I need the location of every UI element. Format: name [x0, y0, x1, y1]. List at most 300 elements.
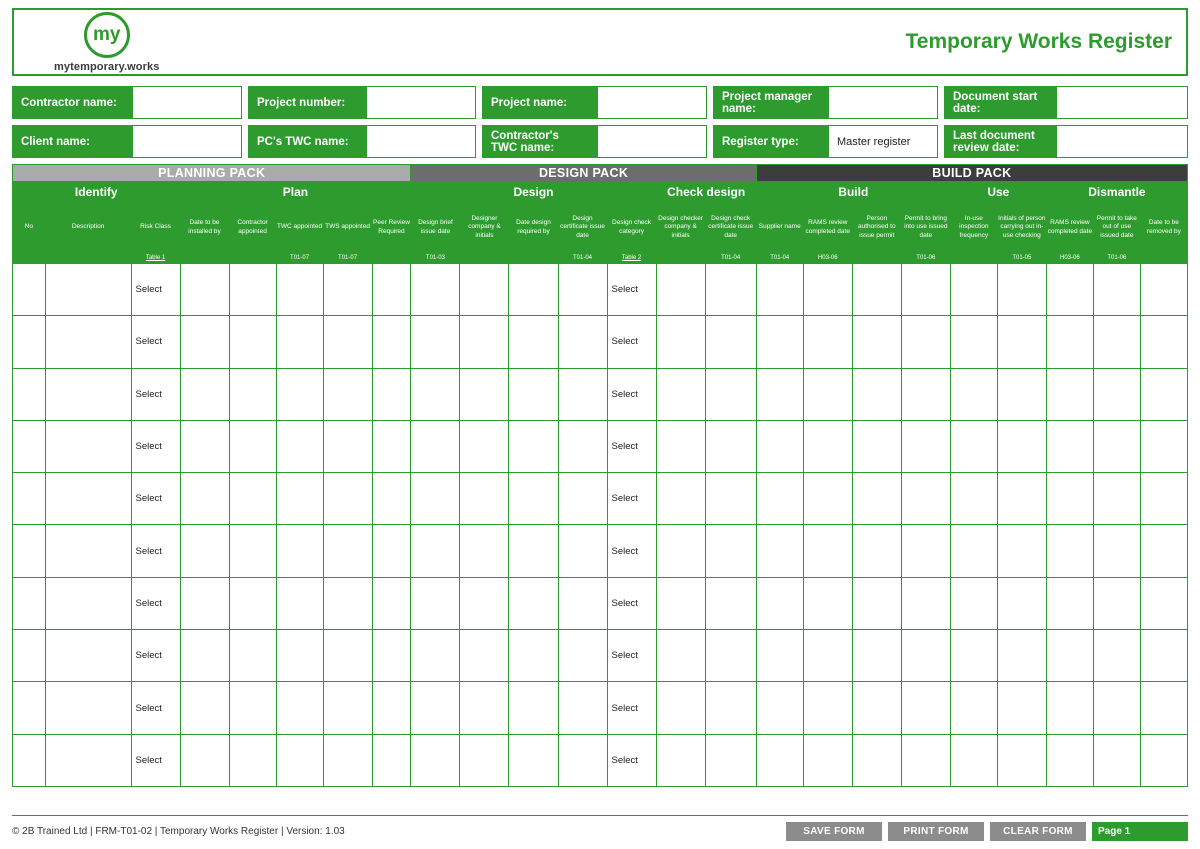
table-cell[interactable]	[656, 264, 705, 316]
table-cell[interactable]	[997, 368, 1046, 420]
risk-class-select[interactable]: Select	[135, 493, 162, 505]
table-cell[interactable]	[1046, 316, 1093, 368]
table-cell[interactable]	[323, 316, 372, 368]
table-cell[interactable]	[180, 316, 229, 368]
footer-divider	[12, 815, 1188, 816]
table-cell[interactable]	[1093, 525, 1140, 577]
table-cell[interactable]	[656, 525, 705, 577]
table-cell[interactable]	[460, 316, 509, 368]
table-cell[interactable]	[803, 682, 852, 734]
table-cell[interactable]	[803, 577, 852, 629]
risk-class-select[interactable]: Select	[135, 597, 162, 609]
table-cell[interactable]	[509, 316, 558, 368]
label-project-manager-name: Project manager name:	[713, 86, 828, 119]
table-cell[interactable]	[705, 473, 756, 525]
table-cell[interactable]	[852, 316, 901, 368]
table-cell[interactable]	[1140, 316, 1187, 368]
table-cell[interactable]	[276, 368, 323, 420]
table-cell[interactable]	[656, 473, 705, 525]
table-cell[interactable]	[45, 577, 131, 629]
table-cell[interactable]	[656, 368, 705, 420]
table-cell[interactable]	[756, 420, 803, 472]
risk-class-select[interactable]: Select	[135, 336, 162, 348]
table-cell[interactable]	[13, 682, 46, 734]
table-cell[interactable]	[803, 525, 852, 577]
risk-class-select[interactable]: Select	[135, 754, 162, 766]
table-cell[interactable]	[460, 682, 509, 734]
table-cell[interactable]	[705, 420, 756, 472]
table-cell[interactable]	[607, 264, 656, 316]
group-header-row	[13, 182, 1188, 203]
table-cell[interactable]	[558, 473, 607, 525]
table-cell[interactable]	[656, 316, 705, 368]
table-cell[interactable]	[901, 525, 950, 577]
table-cell[interactable]	[276, 734, 323, 786]
table-cell[interactable]	[656, 630, 705, 682]
table-cell[interactable]	[558, 577, 607, 629]
table-cell[interactable]	[509, 630, 558, 682]
table-cell[interactable]	[229, 264, 276, 316]
table-cell[interactable]	[276, 525, 323, 577]
table-cell[interactable]	[901, 264, 950, 316]
table-cell[interactable]	[229, 577, 276, 629]
label-contractors-twc-name: Contractor's TWC name:	[482, 125, 597, 158]
field-pc-twc-name[interactable]	[366, 125, 476, 158]
design-check-category-select[interactable]: Select	[611, 284, 638, 296]
table-cell[interactable]	[460, 630, 509, 682]
pack-header-row	[13, 165, 1188, 182]
table-cell[interactable]	[323, 420, 372, 472]
table-cell[interactable]	[607, 577, 656, 629]
table-cell[interactable]	[131, 734, 180, 786]
table-cell[interactable]	[509, 525, 558, 577]
ref-date-to-be-installed-by	[180, 253, 229, 264]
save-form-button[interactable]: SAVE FORM	[786, 822, 882, 841]
field-contractor-name[interactable]	[132, 86, 242, 119]
table-cell[interactable]	[852, 368, 901, 420]
design-check-category-select[interactable]: Select	[611, 493, 638, 505]
table-cell[interactable]	[460, 525, 509, 577]
table-cell[interactable]	[276, 420, 323, 472]
table-cell[interactable]	[460, 420, 509, 472]
table-cell[interactable]	[756, 577, 803, 629]
table-cell[interactable]	[756, 734, 803, 786]
table-cell[interactable]	[558, 525, 607, 577]
table-cell[interactable]	[372, 473, 411, 525]
table-cell[interactable]	[131, 682, 180, 734]
table-cell[interactable]	[13, 316, 46, 368]
print-form-button[interactable]: PRINT FORM	[888, 822, 984, 841]
table-cell[interactable]	[131, 473, 180, 525]
table-cell[interactable]	[656, 420, 705, 472]
label-pc-twc-name: PC's TWC name:	[248, 125, 366, 158]
table-cell[interactable]	[276, 316, 323, 368]
risk-class-select[interactable]: Select	[135, 545, 162, 557]
table-cell[interactable]	[997, 630, 1046, 682]
table-cell[interactable]	[1093, 264, 1140, 316]
table-cell[interactable]	[607, 316, 656, 368]
field-project-name[interactable]	[597, 86, 707, 119]
table-cell[interactable]	[803, 630, 852, 682]
field-client-name[interactable]	[132, 125, 242, 158]
table-cell[interactable]	[1140, 473, 1187, 525]
table-cell[interactable]	[460, 264, 509, 316]
risk-class-select[interactable]: Select	[135, 284, 162, 296]
ref-date-design-required-by	[509, 253, 558, 264]
table-cell[interactable]	[656, 734, 705, 786]
design-check-category-select[interactable]: Select	[611, 441, 638, 453]
table-cell[interactable]	[460, 368, 509, 420]
table-cell[interactable]	[229, 630, 276, 682]
table-cell[interactable]	[411, 473, 460, 525]
table-cell[interactable]	[45, 316, 131, 368]
table-cell[interactable]	[803, 420, 852, 472]
table-cell[interactable]	[509, 264, 558, 316]
table-cell[interactable]	[229, 525, 276, 577]
table-cell[interactable]	[705, 525, 756, 577]
table-cell[interactable]	[1046, 368, 1093, 420]
ref-risk-class[interactable]	[131, 253, 180, 264]
table-cell[interactable]	[131, 316, 180, 368]
table-cell[interactable]	[1140, 577, 1187, 629]
table-cell[interactable]	[372, 316, 411, 368]
design-check-category-select[interactable]: Select	[611, 754, 638, 766]
risk-class-select[interactable]: Select	[135, 702, 162, 714]
table-cell[interactable]	[803, 734, 852, 786]
table-cell[interactable]	[323, 473, 372, 525]
table-cell[interactable]	[558, 368, 607, 420]
table-cell[interactable]	[1093, 682, 1140, 734]
table-cell[interactable]	[276, 473, 323, 525]
table-cell[interactable]	[276, 577, 323, 629]
table-cell[interactable]	[901, 316, 950, 368]
table-cell[interactable]	[180, 368, 229, 420]
table-cell[interactable]	[901, 734, 950, 786]
ref-link-table-2[interactable]: Table 2	[621, 255, 642, 261]
ref-design-check-category[interactable]	[607, 253, 656, 264]
table-cell[interactable]	[229, 420, 276, 472]
table-cell[interactable]	[1140, 682, 1187, 734]
table-cell[interactable]	[45, 525, 131, 577]
risk-class-select[interactable]: Select	[135, 650, 162, 662]
table-cell[interactable]	[901, 473, 950, 525]
table-cell[interactable]	[45, 368, 131, 420]
table-cell[interactable]	[13, 420, 46, 472]
table-cell[interactable]	[1093, 316, 1140, 368]
table-cell[interactable]	[950, 682, 997, 734]
table-cell[interactable]	[997, 473, 1046, 525]
design-check-category-select[interactable]: Select	[611, 597, 638, 609]
ref-design-brief-issue-date: T01-03	[411, 253, 460, 264]
table-cell[interactable]	[323, 368, 372, 420]
table-cell[interactable]	[229, 682, 276, 734]
page-title: Temporary Works Register	[905, 30, 1172, 53]
table-cell[interactable]	[705, 682, 756, 734]
table-cell[interactable]	[803, 368, 852, 420]
table-cell[interactable]	[950, 264, 997, 316]
table-cell[interactable]	[803, 316, 852, 368]
ref-twc-appointed: T01-07	[276, 253, 323, 264]
table-row	[13, 630, 1188, 682]
table-cell[interactable]	[852, 525, 901, 577]
table-cell[interactable]	[607, 682, 656, 734]
table-cell[interactable]	[901, 420, 950, 472]
table-cell[interactable]	[997, 420, 1046, 472]
label-register-type: Register type:	[713, 125, 828, 158]
table-cell[interactable]	[1046, 264, 1093, 316]
table-cell[interactable]	[756, 368, 803, 420]
table-cell[interactable]	[558, 630, 607, 682]
table-cell[interactable]	[13, 734, 46, 786]
table-cell[interactable]	[950, 630, 997, 682]
table-cell[interactable]	[1046, 420, 1093, 472]
table-cell[interactable]	[656, 682, 705, 734]
table-cell[interactable]	[372, 682, 411, 734]
table-row	[13, 368, 1188, 420]
table-cell[interactable]	[180, 420, 229, 472]
table-cell[interactable]	[1046, 473, 1093, 525]
table-cell[interactable]	[756, 264, 803, 316]
table-cell[interactable]	[131, 368, 180, 420]
table-cell[interactable]	[1046, 577, 1093, 629]
table-cell[interactable]	[372, 577, 411, 629]
table-cell[interactable]	[131, 264, 180, 316]
design-check-category-select[interactable]: Select	[611, 388, 638, 400]
table-cell[interactable]	[460, 734, 509, 786]
table-cell[interactable]	[705, 577, 756, 629]
table-cell[interactable]	[509, 577, 558, 629]
table-cell[interactable]	[180, 630, 229, 682]
table-cell[interactable]	[13, 525, 46, 577]
table-cell[interactable]	[607, 630, 656, 682]
design-check-category-select[interactable]: Select	[611, 702, 638, 714]
table-cell[interactable]	[411, 525, 460, 577]
table-cell[interactable]	[372, 368, 411, 420]
table-cell[interactable]	[997, 525, 1046, 577]
table-cell[interactable]	[1093, 630, 1140, 682]
table-cell[interactable]	[950, 577, 997, 629]
col-date-to-be-installed-by: Date to be installed by	[180, 203, 229, 253]
table-cell[interactable]	[372, 525, 411, 577]
table-cell[interactable]	[756, 682, 803, 734]
table-cell[interactable]	[950, 316, 997, 368]
table-cell[interactable]	[558, 734, 607, 786]
table-cell[interactable]	[509, 473, 558, 525]
clear-form-button[interactable]: CLEAR FORM	[990, 822, 1086, 841]
table-cell[interactable]	[607, 368, 656, 420]
table-cell[interactable]	[803, 264, 852, 316]
table-cell[interactable]	[13, 630, 46, 682]
field-document-start-date[interactable]	[1056, 86, 1188, 119]
field-register-type[interactable]: Master register	[828, 125, 938, 158]
table-cell[interactable]	[1093, 473, 1140, 525]
risk-class-select[interactable]: Select	[135, 388, 162, 400]
table-cell[interactable]	[411, 368, 460, 420]
table-cell[interactable]	[180, 264, 229, 316]
table-cell[interactable]	[45, 734, 131, 786]
table-cell[interactable]	[180, 734, 229, 786]
table-cell[interactable]	[852, 264, 901, 316]
table-cell[interactable]	[131, 630, 180, 682]
table-cell[interactable]	[852, 577, 901, 629]
table-cell[interactable]	[1140, 630, 1187, 682]
table-cell[interactable]	[180, 525, 229, 577]
ref-date-to-be-removed-by	[1140, 253, 1187, 264]
table-cell[interactable]	[1046, 682, 1093, 734]
table-cell[interactable]	[803, 473, 852, 525]
table-cell[interactable]	[607, 734, 656, 786]
table-cell[interactable]	[997, 264, 1046, 316]
table-cell[interactable]	[756, 473, 803, 525]
table-cell[interactable]	[852, 473, 901, 525]
table-cell[interactable]	[276, 630, 323, 682]
table-cell[interactable]	[1140, 525, 1187, 577]
table-cell[interactable]	[460, 473, 509, 525]
table-cell[interactable]	[13, 264, 46, 316]
table-cell[interactable]	[131, 525, 180, 577]
table-cell[interactable]	[756, 630, 803, 682]
table-cell[interactable]	[323, 734, 372, 786]
table-cell[interactable]	[1093, 734, 1140, 786]
table-cell[interactable]	[1046, 525, 1093, 577]
table-cell[interactable]	[852, 734, 901, 786]
risk-class-select[interactable]: Select	[135, 441, 162, 453]
table-cell[interactable]	[950, 473, 997, 525]
table-cell[interactable]	[756, 316, 803, 368]
design-check-category-select[interactable]: Select	[611, 650, 638, 662]
table-cell[interactable]	[45, 630, 131, 682]
table-cell[interactable]	[997, 316, 1046, 368]
table-cell[interactable]	[323, 682, 372, 734]
table-cell[interactable]	[1140, 264, 1187, 316]
table-cell[interactable]	[276, 682, 323, 734]
table-cell[interactable]	[411, 264, 460, 316]
field-last-document-review-date[interactable]	[1056, 125, 1188, 158]
table-cell[interactable]	[229, 734, 276, 786]
table-cell[interactable]	[705, 264, 756, 316]
table-cell[interactable]	[509, 734, 558, 786]
table-cell[interactable]	[607, 420, 656, 472]
table-cell[interactable]	[950, 368, 997, 420]
table-cell[interactable]	[323, 630, 372, 682]
table-cell[interactable]	[372, 734, 411, 786]
table-cell[interactable]	[705, 630, 756, 682]
table-cell[interactable]	[1093, 577, 1140, 629]
table-cell[interactable]	[997, 682, 1046, 734]
table-cell[interactable]	[45, 264, 131, 316]
table-cell[interactable]	[901, 577, 950, 629]
field-project-manager-name[interactable]	[828, 86, 938, 119]
table-cell[interactable]	[852, 420, 901, 472]
table-cell[interactable]	[45, 420, 131, 472]
table-cell[interactable]	[509, 682, 558, 734]
table-cell[interactable]	[901, 630, 950, 682]
table-cell[interactable]	[131, 577, 180, 629]
table-cell[interactable]	[1140, 420, 1187, 472]
table-cell[interactable]	[180, 577, 229, 629]
table-cell[interactable]	[45, 473, 131, 525]
col-date-design-required-by: Date design required by	[509, 203, 558, 253]
ref-design-check-certificate-issue-date: T01-04	[705, 253, 756, 264]
table-cell[interactable]	[229, 316, 276, 368]
table-cell[interactable]	[411, 420, 460, 472]
field-contractors-twc-name[interactable]	[597, 125, 707, 158]
table-cell[interactable]	[1093, 420, 1140, 472]
table-cell[interactable]	[13, 368, 46, 420]
table-cell[interactable]	[180, 473, 229, 525]
table-cell[interactable]	[509, 420, 558, 472]
table-cell[interactable]	[1140, 734, 1187, 786]
table-cell[interactable]	[13, 473, 46, 525]
table-cell[interactable]	[180, 682, 229, 734]
table-cell[interactable]	[607, 525, 656, 577]
table-cell[interactable]	[901, 368, 950, 420]
table-cell[interactable]	[852, 630, 901, 682]
table-cell[interactable]	[997, 577, 1046, 629]
logo	[54, 12, 159, 73]
ref-person-authorised-to-issue-permit	[852, 253, 901, 264]
field-project-number[interactable]	[366, 86, 476, 119]
table-cell[interactable]	[705, 316, 756, 368]
ref-designer-company-initials	[460, 253, 509, 264]
table-cell[interactable]	[705, 734, 756, 786]
table-cell[interactable]	[656, 577, 705, 629]
table-cell[interactable]	[756, 525, 803, 577]
table-cell[interactable]	[558, 264, 607, 316]
table-cell[interactable]	[229, 473, 276, 525]
table-cell[interactable]	[950, 525, 997, 577]
table-cell[interactable]	[411, 682, 460, 734]
table-cell[interactable]	[558, 682, 607, 734]
table-cell[interactable]	[705, 368, 756, 420]
design-check-category-select[interactable]: Select	[611, 336, 638, 348]
table-cell[interactable]	[558, 420, 607, 472]
table-cell[interactable]	[323, 525, 372, 577]
table-cell[interactable]	[276, 264, 323, 316]
table-cell[interactable]	[13, 577, 46, 629]
table-cell[interactable]	[411, 577, 460, 629]
table-cell[interactable]	[45, 682, 131, 734]
table-cell[interactable]	[1140, 368, 1187, 420]
table-cell[interactable]	[372, 264, 411, 316]
table-cell[interactable]	[901, 682, 950, 734]
table-cell[interactable]	[558, 316, 607, 368]
ref-link-table-1[interactable]: Table 1	[145, 255, 166, 261]
table-cell[interactable]	[411, 734, 460, 786]
table-cell[interactable]	[950, 734, 997, 786]
design-check-category-select[interactable]: Select	[611, 545, 638, 557]
table-row	[13, 264, 1188, 316]
pack-build: BUILD PACK	[756, 165, 1187, 182]
table-cell[interactable]	[509, 368, 558, 420]
table-cell[interactable]	[411, 630, 460, 682]
table-cell[interactable]	[411, 316, 460, 368]
table-cell[interactable]	[323, 264, 372, 316]
table-cell[interactable]	[950, 420, 997, 472]
table-cell[interactable]	[1093, 368, 1140, 420]
table-cell[interactable]	[1046, 630, 1093, 682]
table-cell[interactable]	[229, 368, 276, 420]
table-cell[interactable]	[372, 420, 411, 472]
table-cell[interactable]	[1046, 734, 1093, 786]
table-cell[interactable]	[997, 734, 1046, 786]
table-cell[interactable]	[607, 473, 656, 525]
table-cell[interactable]	[460, 577, 509, 629]
table-cell[interactable]	[131, 420, 180, 472]
table-cell[interactable]	[852, 682, 901, 734]
table-cell[interactable]	[372, 630, 411, 682]
table-cell[interactable]	[323, 577, 372, 629]
